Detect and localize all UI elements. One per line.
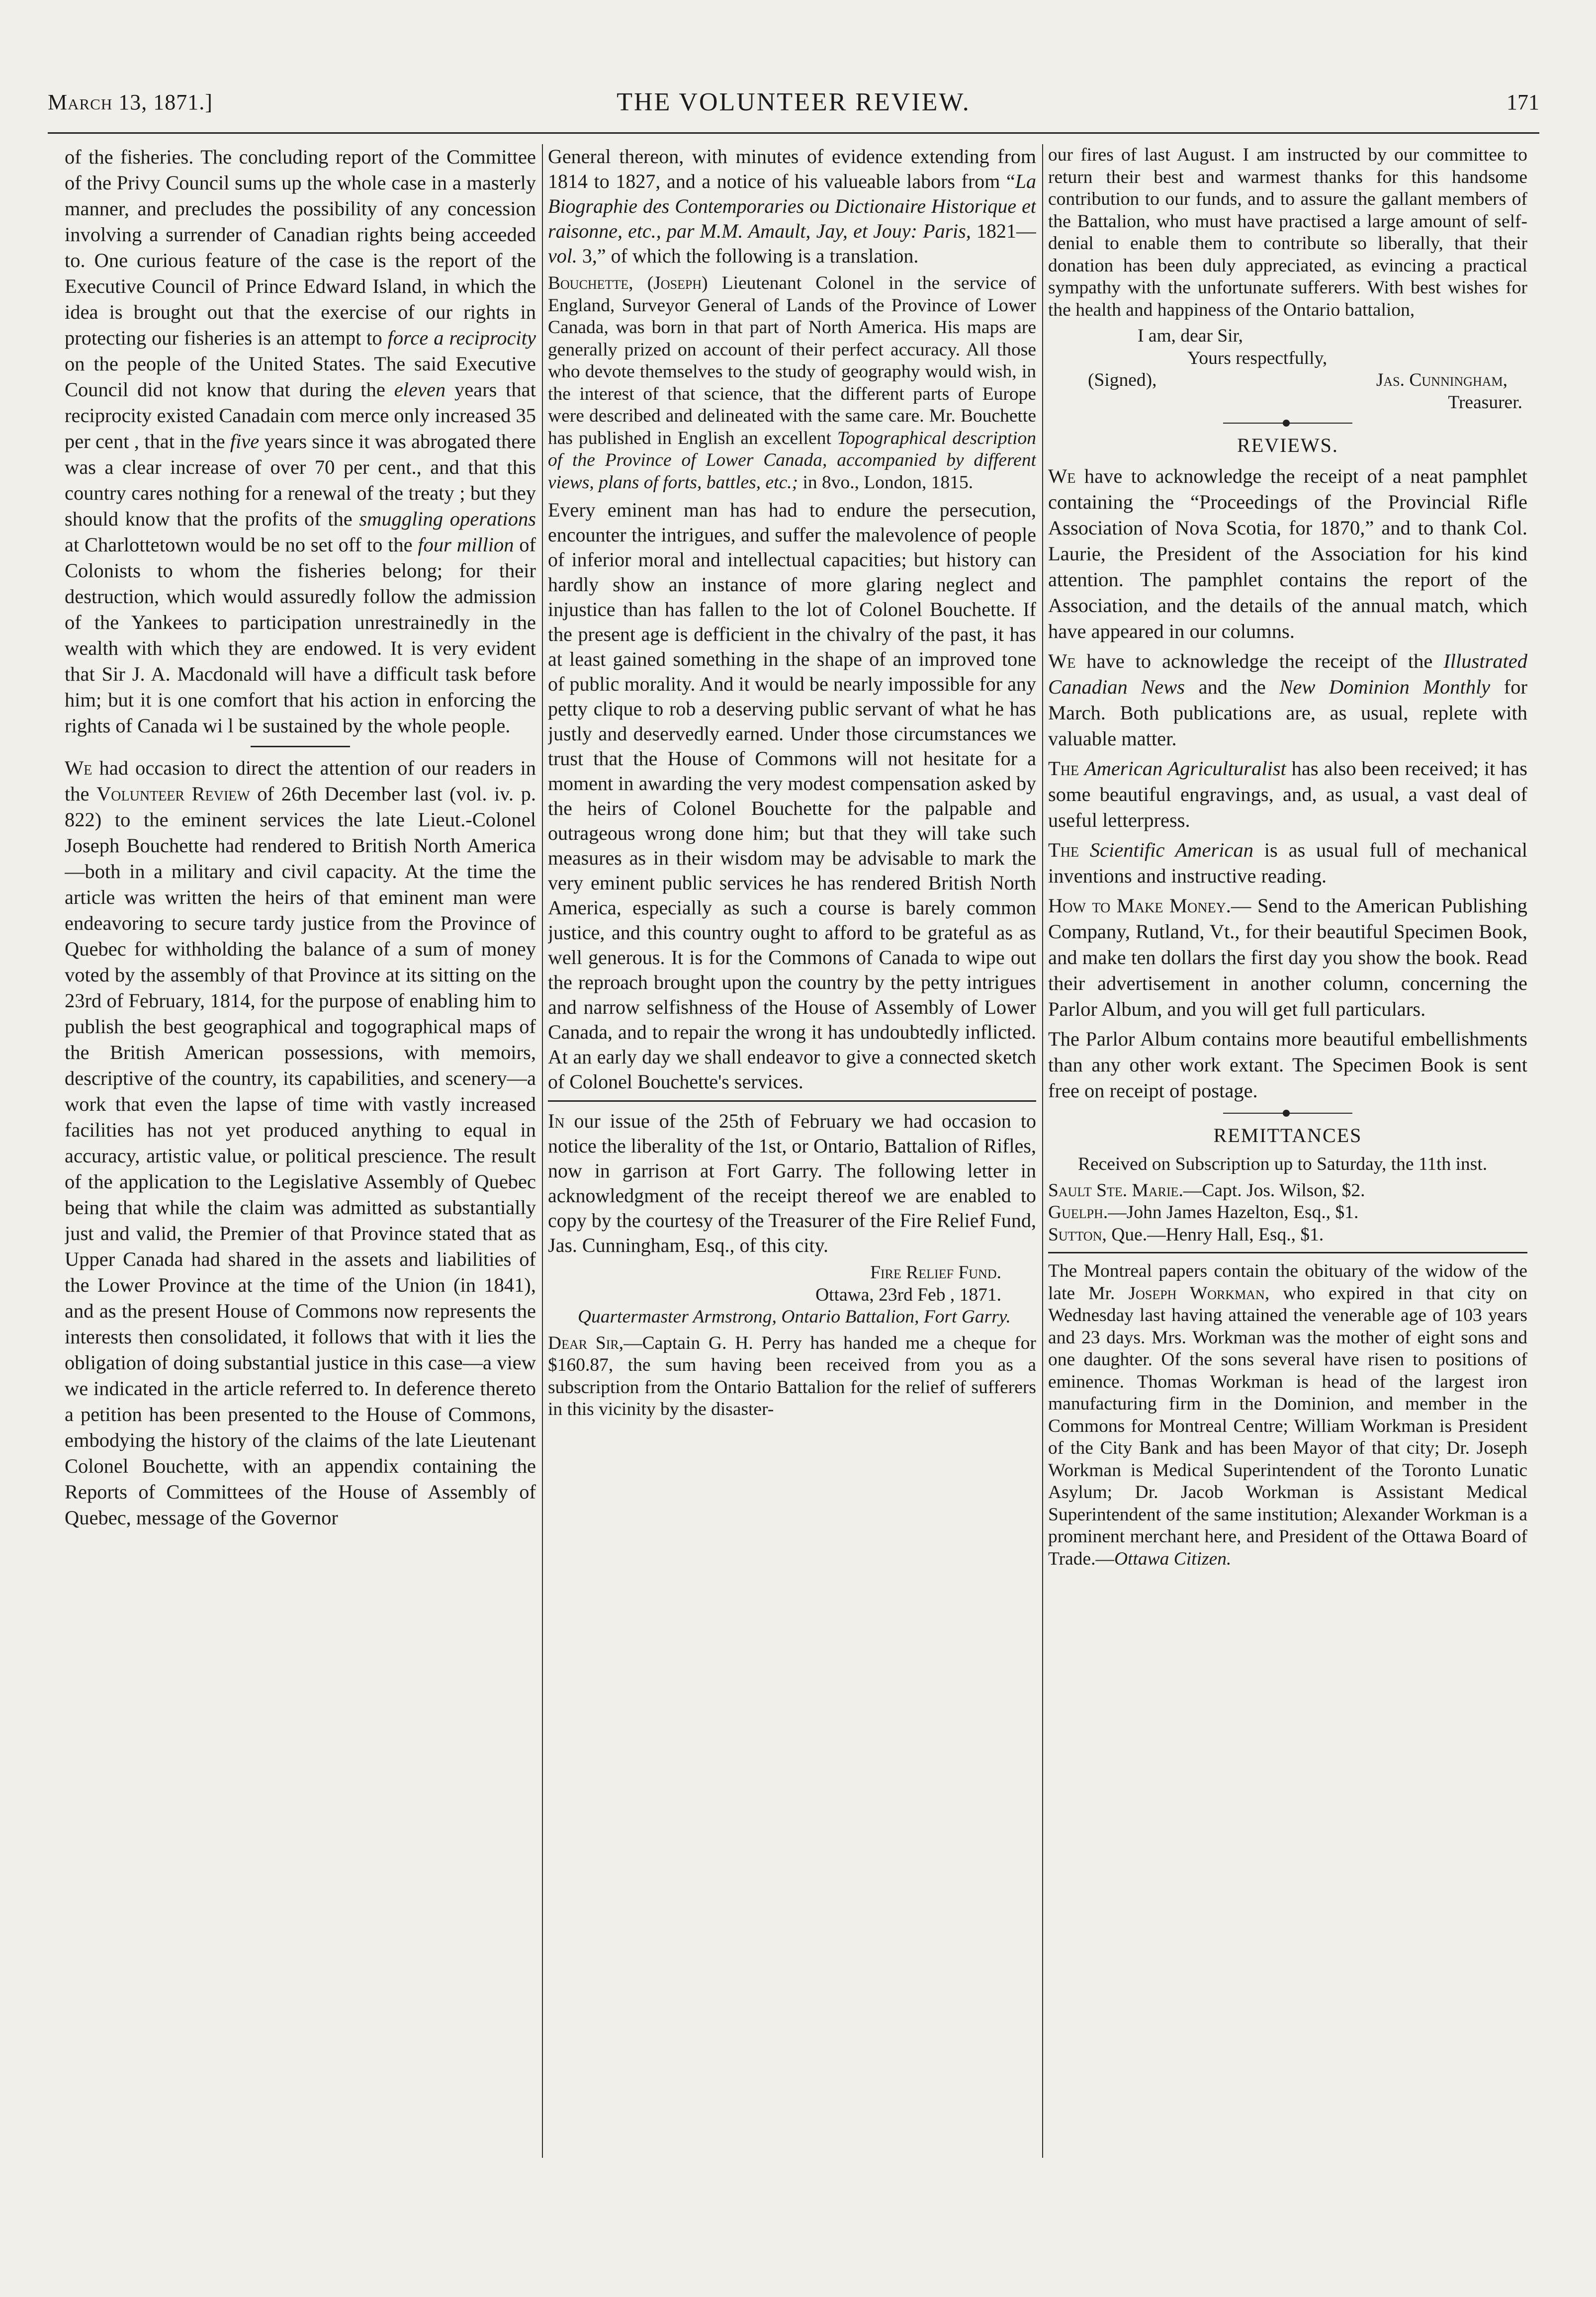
column-1 (65, 144, 536, 2163)
review-item: How to Make Money.— Send to the American Publishing Company, Rutland, Vt., for their beautiful Specimen Book, and make ten dollars the first day you show the book. Read their advertisement in another column, concerning the Parlor Album, and you will get full particulars. (1048, 894, 1527, 1020)
column-3 (1048, 144, 1527, 2163)
fisheries-paragraph: of the fisheries. The concluding report of the Committee of the Privy Council sums up the whole case in a masterly manner, and precludes the possibility of any concession involving a surrender of Canadian rights being acceeded to. One curious feature of the case is the report of the Executive Council of Prince Edward Island, in which the idea is brought out that the exercise of our rights in protecting our fisheries is an attempt to force a reciprocity on the people of the United States. The said Executive Council did not know that during the eleven years that reciprocity existed Canadain com merce only increased 35 per cent , that in the five years since it was abrogated there was a clear increase of over 70 per cent., and that this country cares nothing for a renewal of the treaty ; but they should know that the profits of the smuggling operations at Charlottetown would be no set off to the four million of Colonists to whom the fisheries belong; for their destruction, which would assuredly follow the admission of the Yankees to participation unrestrainedly in the wealth with which they are endowed. It is very evident that Sir J. A. Macdonald will have a difficult task before him; but it is one comfort that his action in enforcing the rights of Canada wi l be sustained by the whole people. (65, 146, 536, 737)
remittances-list: Received on Subscription up to Saturday, the 11th inst. Sault Ste. Marie.—Capt. Jos. Wilson, $2. Guelph.—John James Hazelton, Esq., $1. Sutton, Que.—Henry Hall, Esq., $1. (1048, 1153, 1527, 1246)
section-separator (251, 746, 350, 747)
bouchette-article-paragraph: We had occasion to direct the attention of our readers in the Volunteer Review of 26th December last (vol. iv. p. 822) to the eminent services the late Lieut.-Colonel Joseph Bouchette had rendered to British North America—both in a military and civil capacity. At the time the article was written the heirs of that eminent man were endeavoring to secure tardy justice from the Province of Quebec for withholding the balance of a sum of money voted by the assembly of that Province at its sitting on the 23rd of February, 1814, for the purpose of enabling him to publish the best geographical and togographical maps of the British American possessions, with memoirs, descriptive of the country, its capabilities, and scenery—a work that even the lapse of time with vastly increased facilities has not yet produced anything to equal in accuracy, artistic value, or political prescience. The result of the application to the Legislative Assembly of Quebec being that while the claim was admitted as substantially just and valid, the Premier of that Province stated that as Upper Canada had shared in the assets and liabilities of the Lower Province at the time of the Union (in 1841), and as the present House of Commons now represents the interests then consolidated, it follows that with it lies the obligation of doing substantial justice in this case—a view we indicated in the article referred to. In deference thereto a petition has been presented to the House of Commons, embodying the history of the claims of the late Lieutenant Colonel Bouchette, with an appendix containing the Reports of Committees of the House of Assembly of Quebec, message of the Governor (65, 757, 536, 1529)
reviews-heading: REVIEWS. (1237, 434, 1338, 456)
publication-title: THE VOLUNTEER REVIEW. (617, 88, 971, 116)
issue-date: March 13, 1871.] (48, 90, 213, 114)
section-separator (1048, 1252, 1527, 1253)
column-divider (1042, 144, 1043, 2158)
remittance-entry: Guelph.—John James Hazelton, Esq., $1. (1048, 1202, 1359, 1223)
section-separator (1223, 423, 1352, 424)
obituary-paragraph: The Montreal papers contain the obituary of the widow of the late Mr. Joseph Workman, who expired in that city on Wednesday last having attained the venerable age of 103 years and 23 days. Mrs. Workman was the mother of eight sons and one daughter. Of the sons several have risen to positions of eminence. Thomas Workman is head of the largest iron manufacturing firm in the Dominion, and member in the Commons for Montreal Centre; William Workman is President of the City Bank and has been Mayor of that city; Dr. Joseph Workman is Medical Superintendent of the Toronto Lunatic Asylum; Dr. Jacob Workman is Assistant Medical Superintendent of the same institution; Alexander Workman is a prominent merchant here, and President of the Ottawa Board of Trade.—Ottawa Citizen. (1048, 1261, 1527, 1569)
remittance-entry: Sutton, Que.—Henry Hall, Esq., $1. (1048, 1224, 1324, 1245)
column-2 (548, 144, 1036, 2163)
running-head (48, 88, 1539, 119)
review-item: We have to acknowledge the receipt of the Illustrated Canadian News and the New Dominion Monthly for March. Both publications are, as usual, replete with valuable matter. (1048, 650, 1527, 750)
justice-paragraph: Every eminent man has had to endure the persecution, encounter the intrigues, and suffer the malevolence of people of inferior moral and intellectual capacities; but history can hardly show an instance of more glaring neglect and injustice than has fallen to the lot of Colonel Bouchette. If the present age is defficient in the chivalry of the past, it has at least gained something in the shape of an improved tone of public morality. And it would be nearly impossible for any petty clique to rob a deserving public servant of what he has justly and deservedly earned. Under those circumstances we trust that the House of Commons will not hesitate for a moment in awarding the very modest compensation asked by the heirs of Colonel Bouchette for the palpable and outrageous wrong done him; but that they will take such measures as in their wisdom may be advisable to mark the very eminent public services he has rendered British North America, especially as such a course is barely common justice, and this country ought to afford to be grateful as as well generous. It is for the Commons of Canada to wipe out the reproach brought upon the country by the petty intrigues and narrow selfishness of the House of Assembly of Lower Canada, and to repair the wrong it has undoubtedly inflicted. At an early day we shall endeavor to give a connected sketch of Colonel Bouchette's services. (548, 499, 1036, 1093)
letter-body-continued: our fires of last August. I am instructed by our committee to return their best and warmest thanks for this handsome contribution to our funds, and to assure the gallant members of the Battalion, who must have practised a large amount of self-denial to enable them to contribute so liberally, that their donation has been duly appreciated, as evincing a practical sympathy with the unfortunate sufferers. With best wishes for the health and happiness of the Ontario battalion, (1048, 145, 1527, 320)
letter-address: Quartermaster Armstrong, Ontario Battalion, Fort Garry. (578, 1307, 1011, 1327)
column-divider (542, 144, 543, 2158)
fire-relief-paragraph: In our issue of the 25th of February we had occasion to notice the liberality of the 1st, or Ontario, Battalion of Rifles, now in garrison at Fort Garry. The following letter in acknowledgment of the receipt thereof we are enabled to copy by the courtesy of the Treasurer of the Fire Relief Fund, Jas. Cunningham, Esq., of this city. (548, 1110, 1036, 1256)
section-separator (548, 1100, 1036, 1102)
page-number: 171 (1507, 90, 1539, 114)
remittances-heading: REMITTANCES (1213, 1124, 1362, 1147)
bouchette-continued-paragraph: General thereon, with minutes of evidence extending from 1814 to 1827, and a notice of his valueable labors from “La Biographie des Contemporaries ou Dictionaire Historique et raisonne, etc., par M.M. Amault, Jay, et Jouy: Paris, 1821—vol. 3,” of which the following is a translation. (548, 145, 1036, 267)
translation-paragraph: Bouchette, (Joseph) Lieutenant Colonel in the service of England, Surveyor General of Lands of the Province of Lower Canada, was born in that part of North America. His maps are generally prized on account of their perfect accuracy. All those who devote themselves to the study of geography would wish, in the interest of that science, that the different parts of Europe were described and delineated with the same care. Mr. Bouchette has published in English an excellent Topographical description of the Province of Lower Canada, accompanied by different views, plans of forts, battles, etc.; in 8vo., London, 1815. (548, 273, 1036, 493)
review-item: The Parlor Album contains more beautiful embellishments than any other work extant. The Specimen Book is sent free on receipt of postage. (1048, 1028, 1527, 1102)
header-rule (48, 132, 1539, 134)
letter-heading: Fire Relief Fund. Ottawa, 23rd Feb , 1871. (815, 1262, 1001, 1305)
review-item: The American Agriculturalist has also been received; it has some beautiful engravings, and, as usual, a vast deal of useful letterpress. (1048, 757, 1527, 831)
remittance-entry: Sault Ste. Marie.—Capt. Jos. Wilson, $2. (1048, 1180, 1365, 1201)
letter-body: Dear Sir,—Captain G. H. Perry has handed me a cheque for $160.87, the sum having been received from you as a subscription from the Ontario Battalion for the relief of sufferers in this vicinity by the disaster- (548, 1332, 1036, 1419)
review-item: We have to acknowledge the receipt of a neat pamphlet containing the “Proceedings of the Provincial Rifle Association of Nova Scotia, for 1870,” and to thank Col. Laurie, the President of the Association for his kind attention. The pamphlet contains the report of the Association, and the details of the annual match, which have appeared in our columns. (1048, 465, 1527, 642)
letter-signature: I am, dear Sir, Yours respectfully, (Signed), Jas. Cunningham, Treasurer. (1088, 326, 1522, 413)
review-item: The Scientific American is as usual full of mechanical inventions and instructive reading. (1048, 839, 1527, 887)
section-separator (1223, 1113, 1352, 1114)
